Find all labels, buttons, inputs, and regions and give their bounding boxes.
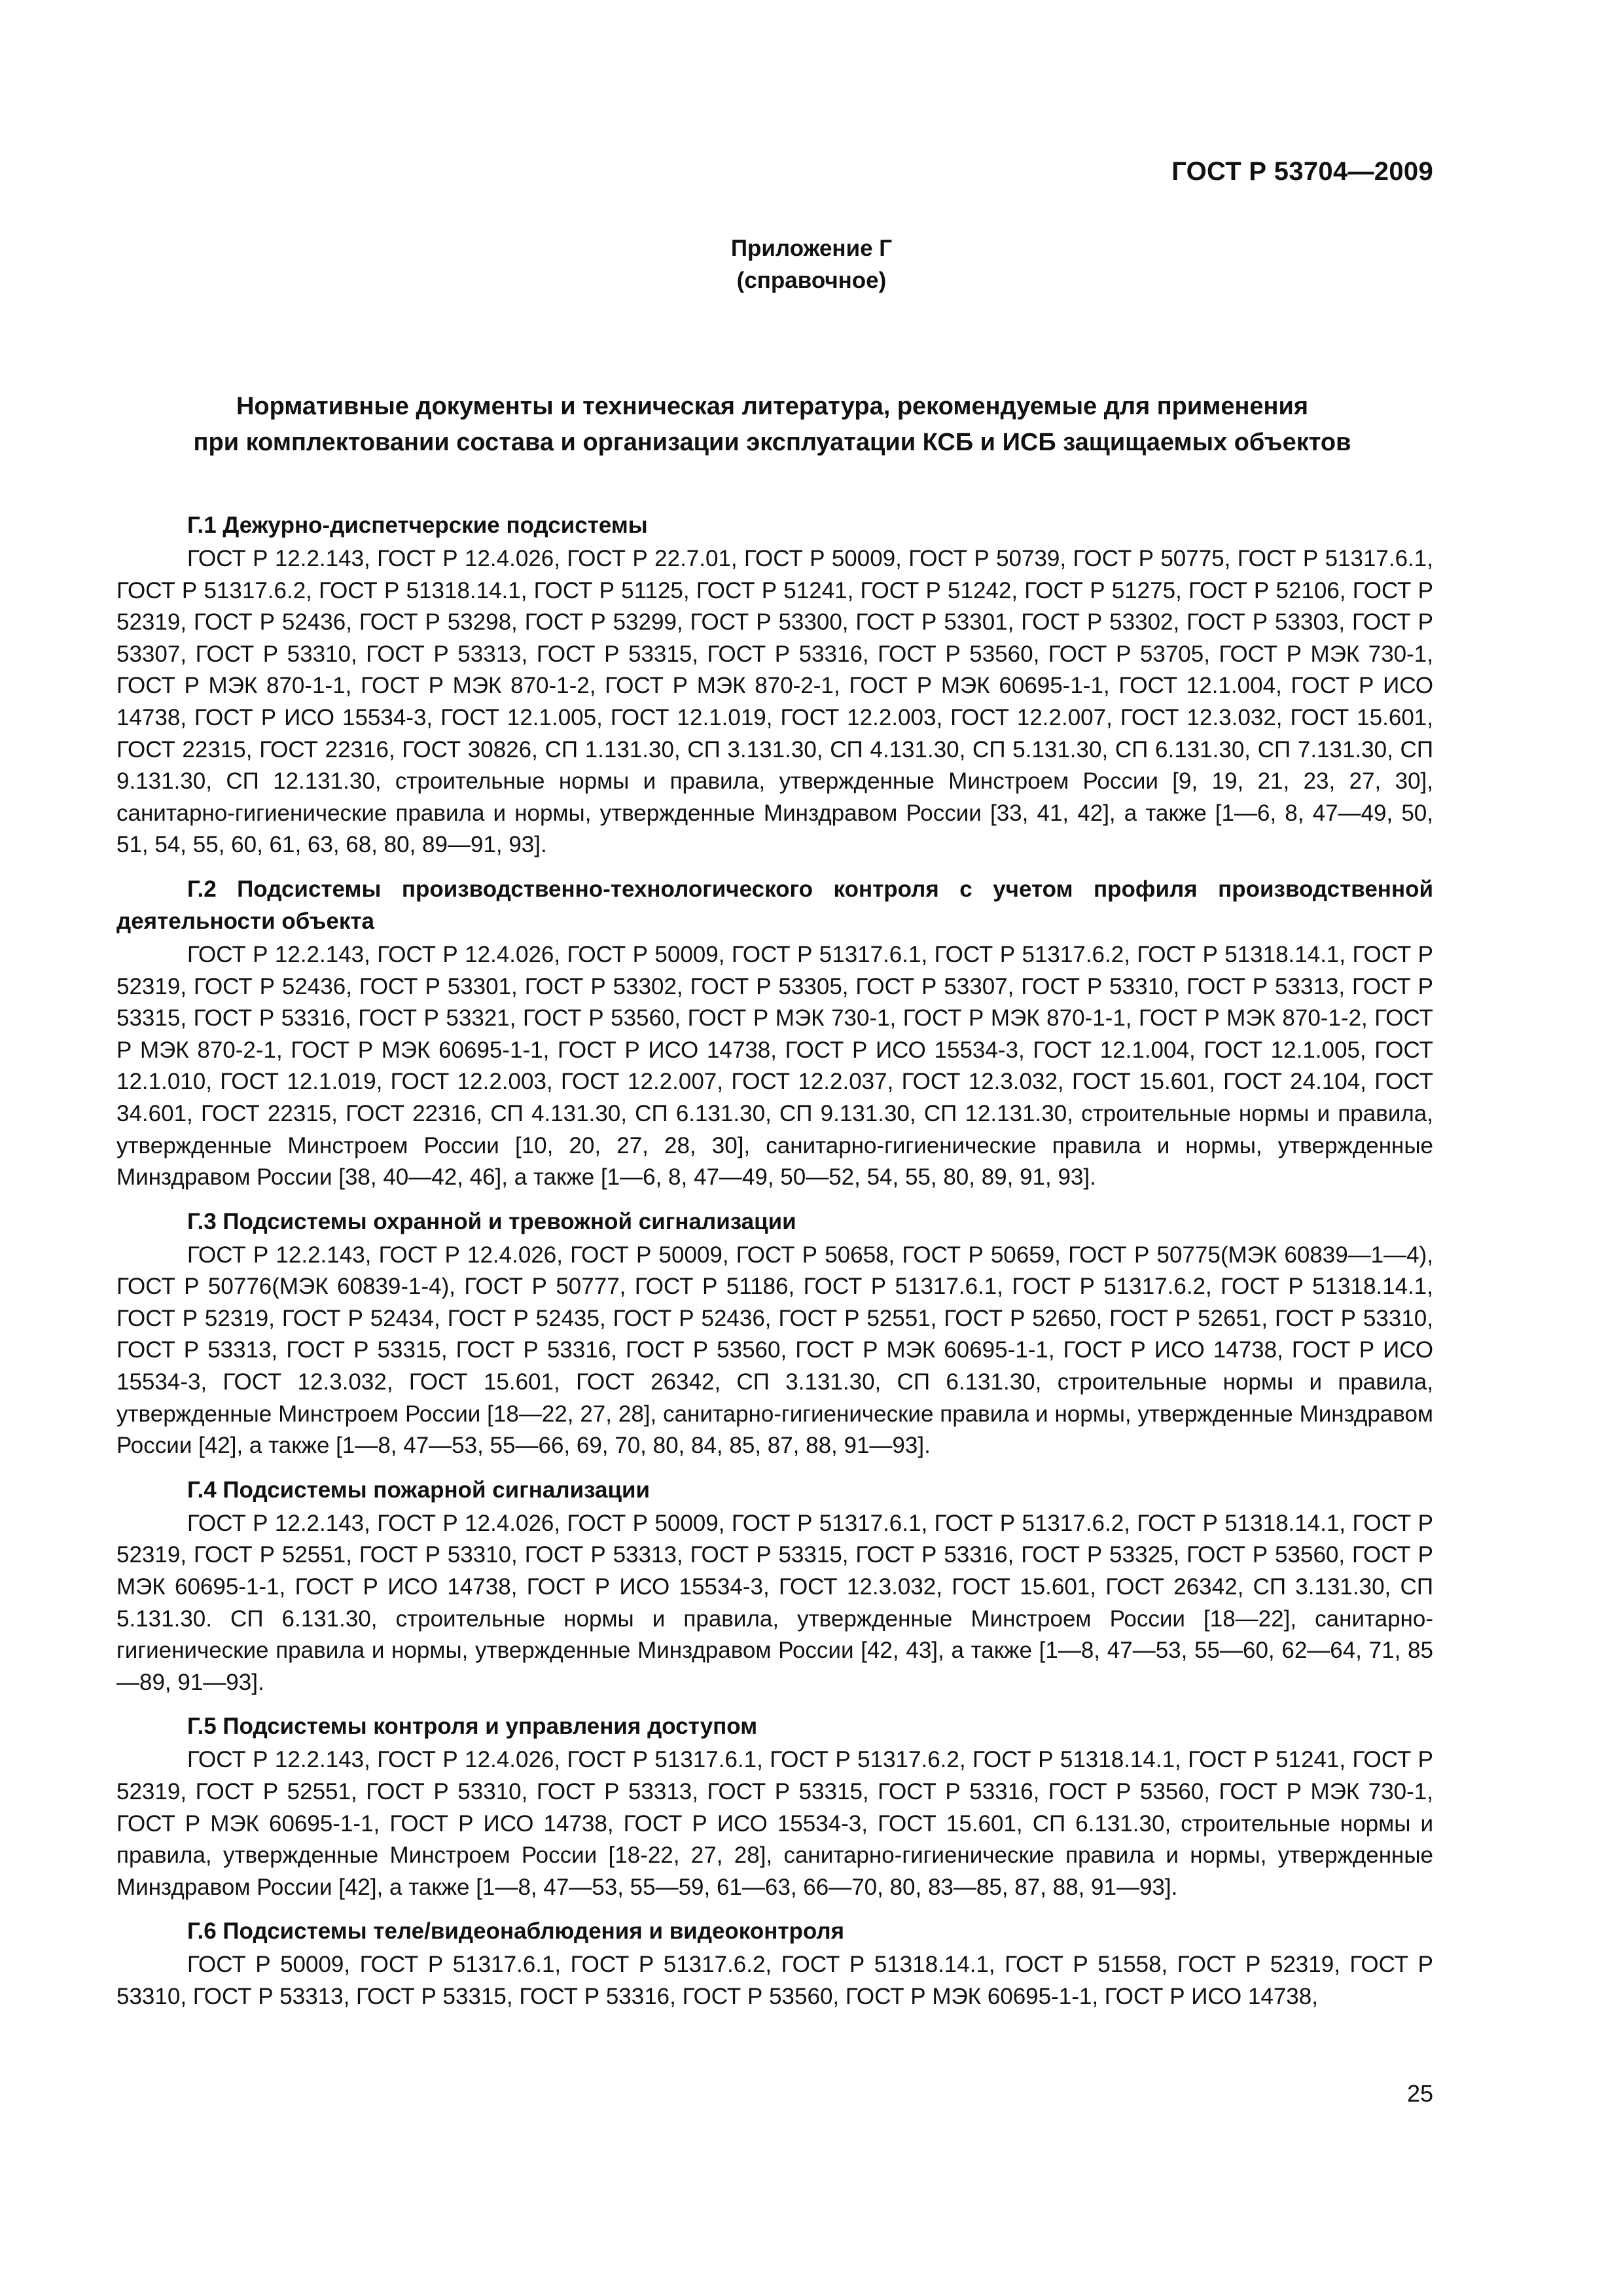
section-g4 bbox=[116, 1474, 1433, 1699]
title-line-1: Нормативные документы и техническая литература, рекомендуемые для применения bbox=[236, 393, 1309, 420]
section-heading: Г.1 Дежурно-диспетчерские подсистемы bbox=[187, 512, 648, 538]
section-heading: Г.3 Подсистемы охранной и тревожной сигнализации bbox=[187, 1208, 796, 1234]
document-body bbox=[116, 509, 1433, 2025]
section-heading: Г.4 Подсистемы пожарной сигнализации bbox=[187, 1477, 651, 1503]
section-heading: Г.5 Подсистемы контроля и управления доступом bbox=[187, 1713, 758, 1740]
appendix-kind: (справочное) bbox=[736, 268, 887, 293]
appendix-label: Приложение Г bbox=[730, 236, 893, 261]
page-number: 25 bbox=[1406, 2080, 1433, 2107]
section-g5 bbox=[116, 1710, 1433, 1903]
section-heading: Г.2 Подсистемы производственно-технологического контроля с учетом профиля производственной деятельности объекта bbox=[116, 876, 1433, 934]
section-text: ГОСТ Р 12.2.143, ГОСТ Р 12.4.026, ГОСТ Р 22.7.01, ГОСТ Р 50009, ГОСТ Р 50739, ГОСТ Р 50775, ГОСТ Р 51317.6.1, ГОСТ Р 51317.6.2, ГОСТ Р 51318.14.1, ГОСТ Р 51125, ГОСТ Р 51241, ГОСТ Р 51242, ГОСТ Р 51275, ГОСТ Р 52106, ГОСТ Р 52319, ГОСТ Р 52436, ГОСТ Р 53298, ГОСТ Р 53299, ГОСТ Р 53300, ГОСТ Р 53301, ГОСТ Р 53302, ГОСТ Р 53303, ГОСТ Р 53307, ГОСТ Р 53310, ГОСТ Р 53313, ГОСТ Р 53315, ГОСТ Р 53316, ГОСТ Р 53560, ГОСТ Р 53705, ГОСТ Р МЭК 730-1, ГОСТ Р МЭК 870-1-1, ГОСТ Р МЭК 870-1-2, ГОСТ Р МЭК 870-2-1, ГОСТ Р МЭК 60695-1-1, ГОСТ 12.1.004, ГОСТ Р ИСО 14738, ГОСТ Р ИСО 15534-3, ГОСТ 12.1.005, ГОСТ 12.1.019, ГОСТ 12.2.003, ГОСТ 12.2.007, ГОСТ 12.3.032, ГОСТ 15.601, ГОСТ 22315, ГОСТ 22316, ГОСТ 30826, СП 1.131.30, СП 3.131.30, СП 4.131.30, СП 5.131.30, СП 6.131.30, СП 7.131.30, СП 9.131.30, СП 12.131.30, строительные нормы и правила, утвержденные Минстроем России [9, 19, 21, 23, 27, 30], санитарно-гигиенические правила и нормы, утвержденные Минздравом России [33, 41, 42], а также [1—6, 8, 47—49, 50, 51, 54, 55, 60, 61, 63, 68, 80, 89—91, 93]. bbox=[116, 546, 1433, 858]
section-g1 bbox=[116, 509, 1433, 861]
section-text: ГОСТ Р 12.2.143, ГОСТ Р 12.4.026, ГОСТ Р 50009, ГОСТ Р 51317.6.1, ГОСТ Р 51317.6.2, ГОСТ Р 51318.14.1, ГОСТ Р 52319, ГОСТ Р 52436, ГОСТ Р 53301, ГОСТ Р 53302, ГОСТ Р 53305, ГОСТ Р 53307, ГОСТ Р 53310, ГОСТ Р 53313, ГОСТ Р 53315, ГОСТ Р 53316, ГОСТ Р 53321, ГОСТ Р 53560, ГОСТ Р МЭК 730-1, ГОСТ Р МЭК 870-1-1, ГОСТ Р МЭК 870-1-2, ГОСТ Р МЭК 870-2-1, ГОСТ Р МЭК 60695-1-1, ГОСТ Р ИСО 14738, ГОСТ Р ИСО 15534-3, ГОСТ 12.1.004, ГОСТ 12.1.005, ГОСТ 12.1.010, ГОСТ 12.1.019, ГОСТ 12.2.003, ГОСТ 12.2.007, ГОСТ 12.2.037, ГОСТ 12.3.032, ГОСТ 15.601, ГОСТ 24.104, ГОСТ 34.601, ГОСТ 22315, ГОСТ 22316, СП 4.131.30, СП 6.131.30, СП 9.131.30, СП 12.131.30, строительные нормы и правила, утвержденные Минстроем России [10, 20, 27, 28, 30], санитарно-гигиенические правила и нормы, утвержденные Минздравом России [38, 40—42, 46], а также [1—6, 8, 47—49, 50—52, 54, 55, 80, 89, 91, 93]. bbox=[116, 941, 1433, 1191]
section-g3 bbox=[116, 1206, 1433, 1462]
section-g6 bbox=[116, 1915, 1433, 2013]
section-text: ГОСТ Р 12.2.143, ГОСТ Р 12.4.026, ГОСТ Р 50009, ГОСТ Р 50658, ГОСТ Р 50659, ГОСТ Р 50775(МЭК 60839—1—4), ГОСТ Р 50776(МЭК 60839-1-4), ГОСТ Р 50777, ГОСТ Р 51186, ГОСТ Р 51317.6.1, ГОСТ Р 51317.6.2, ГОСТ Р 51318.14.1, ГОСТ Р 52319, ГОСТ Р 52434, ГОСТ Р 52435, ГОСТ Р 52436, ГОСТ Р 52551, ГОСТ Р 52650, ГОСТ Р 52651, ГОСТ Р 53310, ГОСТ Р 53313, ГОСТ Р 53315, ГОСТ Р 53316, ГОСТ Р 53560, ГОСТ Р МЭК 60695-1-1, ГОСТ Р ИСО 14738, ГОСТ Р ИСО 15534-3, ГОСТ 12.3.032, ГОСТ 15.601, ГОСТ 26342, СП 3.131.30, СП 6.131.30, строительные нормы и правила, утвержденные Минстроем России [18—22, 27, 28], санитарно-гигиенические правила и нормы, утвержденные Минздравом России [42], а также [1—8, 47—53, 55—66, 69, 70, 80, 84, 85, 87, 88, 91—93]. bbox=[116, 1242, 1433, 1459]
section-text: ГОСТ Р 12.2.143, ГОСТ Р 12.4.026, ГОСТ Р 51317.6.1, ГОСТ Р 51317.6.2, ГОСТ Р 51318.14.1, ГОСТ Р 51241, ГОСТ Р 52319, ГОСТ Р 52551, ГОСТ Р 53310, ГОСТ Р 53313, ГОСТ Р 53315, ГОСТ Р 53316, ГОСТ Р 53560, ГОСТ Р МЭК 730-1, ГОСТ Р МЭК 60695-1-1, ГОСТ Р ИСО 14738, ГОСТ Р ИСО 15534-3, ГОСТ 15.601, СП 6.131.30, строительные нормы и правила, утвержденные Минстроем России [18-22, 27, 28], санитарно-гигиенические правила и нормы, утвержденные Минздравом России [42], а также [1—8, 47—53, 55—59, 61—63, 66—70, 80, 83—85, 87, 88, 91—93]. bbox=[116, 1747, 1433, 1900]
section-text: ГОСТ Р 50009, ГОСТ Р 51317.6.1, ГОСТ Р 51317.6.2, ГОСТ Р 51318.14.1, ГОСТ Р 51558, ГОСТ Р 52319, ГОСТ Р 53310, ГОСТ Р 53313, ГОСТ Р 53315, ГОСТ Р 53316, ГОСТ Р 53560, ГОСТ Р МЭК 60695-1-1, ГОСТ Р ИСО 14738, bbox=[116, 1952, 1433, 2009]
section-heading: Г.6 Подсистемы теле/видеонаблюдения и видеоконтроля bbox=[187, 1918, 845, 1945]
document-code: ГОСТ Р 53704—2009 bbox=[1171, 157, 1433, 186]
appendix-heading bbox=[0, 232, 1623, 296]
document-title bbox=[111, 389, 1433, 461]
section-g2 bbox=[116, 873, 1433, 1194]
title-line-2: при комплектовании состава и организации эксплуатации КСБ и ИСБ защищаемых объектов bbox=[193, 429, 1351, 456]
section-text: ГОСТ Р 12.2.143, ГОСТ Р 12.4.026, ГОСТ Р 50009, ГОСТ Р 51317.6.1, ГОСТ Р 51317.6.2, ГОСТ Р 51318.14.1, ГОСТ Р 52319, ГОСТ Р 52551, ГОСТ Р 53310, ГОСТ Р 53313, ГОСТ Р 53315, ГОСТ Р 53316, ГОСТ Р 53325, ГОСТ Р 53560, ГОСТ Р МЭК 60695-1-1, ГОСТ Р ИСО 14738, ГОСТ Р ИСО 15534-3, ГОСТ 12.3.032, ГОСТ 15.601, ГОСТ 26342, СП 3.131.30, СП 5.131.30. СП 6.131.30, строительные нормы и правила, утвержденные Минстроем России [18—22], санитарно-гигиенические правила и нормы, утвержденные Минздравом России [42, 43], а также [1—8, 47—53, 55—60, 62—64, 71, 85—89, 91—93]. bbox=[116, 1510, 1433, 1695]
